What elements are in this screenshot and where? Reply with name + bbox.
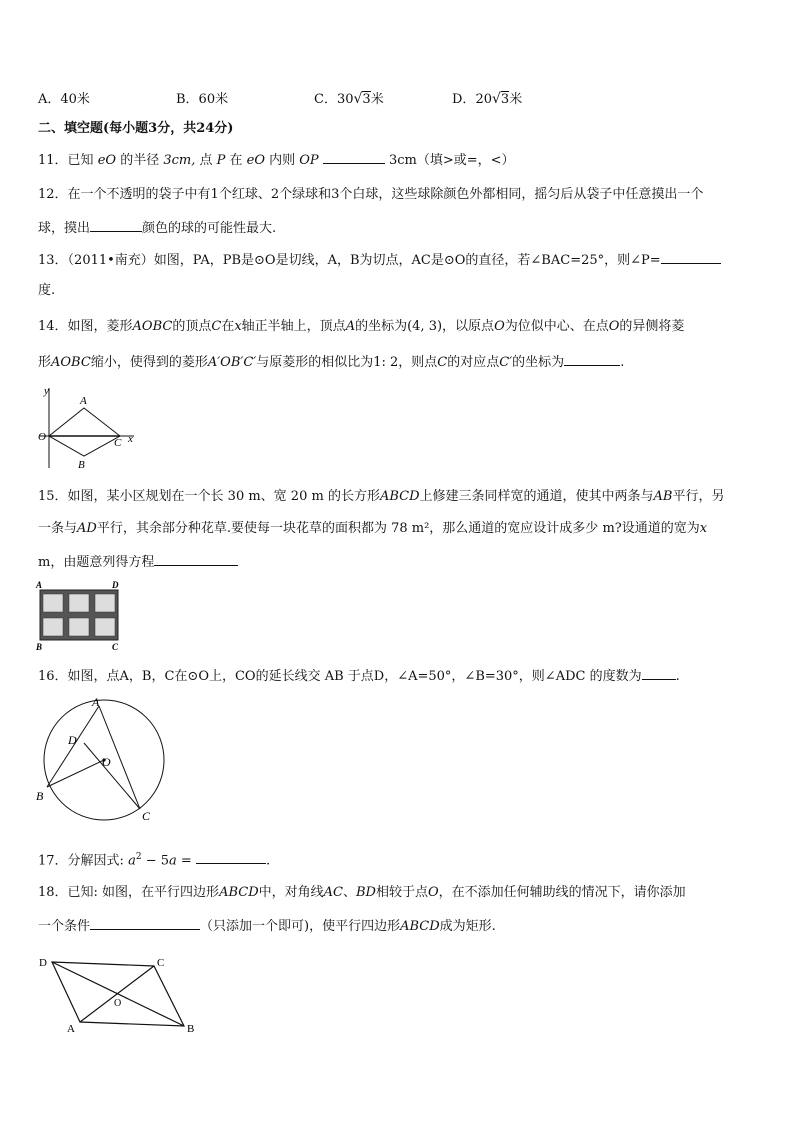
- segment-cd: [84, 743, 140, 809]
- label-o: O: [38, 431, 46, 443]
- diagonal-ac: [80, 966, 154, 1022]
- label-d: D: [112, 580, 119, 590]
- rhombus-aobc: [49, 408, 120, 456]
- label-b: B: [187, 1023, 195, 1035]
- label-c: C: [114, 437, 122, 449]
- label-y: y: [44, 385, 49, 397]
- label-a: A: [36, 580, 43, 590]
- label-d: D: [68, 733, 77, 747]
- answer-blank[interactable]: [90, 916, 200, 930]
- answer-blank[interactable]: [154, 552, 238, 566]
- question-15-line-3: m，由题意列得方程: [38, 552, 764, 572]
- label-c: C: [112, 642, 119, 652]
- question-13-line-2: 度.: [38, 283, 56, 298]
- label-c: C: [157, 957, 165, 969]
- label-b: B: [36, 642, 43, 652]
- answer-blank[interactable]: [323, 150, 385, 164]
- option-b: B．60米: [176, 92, 229, 107]
- question-17: 17．分解因式: $a^2 - 5a$ = .: [38, 852, 271, 869]
- answer-blank[interactable]: [196, 850, 266, 864]
- question-12-line-1: 12．在一个不透明的袋子中有1个红球、2个绿球和3个白球，这些球除颜色外都相同，摇匀后从袋子中任意摸出一个: [38, 187, 704, 202]
- flower-bed: [69, 594, 89, 612]
- label-b: B: [78, 459, 85, 471]
- question-18-line-2: 一个条件 （只添加一个即可)，使平行四边形ABCD成为矩形.: [38, 916, 764, 936]
- section-2-title: 二、填空题(每小题3分，共24分): [38, 121, 234, 136]
- figure-circle: [30, 696, 170, 824]
- radical-sign: √: [491, 91, 501, 107]
- label-c: C: [142, 809, 151, 823]
- label-x: x: [128, 433, 133, 445]
- option-c: C．30√3米: [314, 91, 384, 107]
- answer-blank[interactable]: [661, 250, 721, 264]
- diagonal-bd: [52, 962, 184, 1026]
- label-a: A: [67, 1023, 75, 1035]
- question-11: 11．已知 eO 的半径 3cm, 点 P 在 eO 内则 OP 3cm（填>或=，<）: [38, 150, 764, 170]
- question-13-line-1: 13．（2011•南充）如图，PA，PB是⊙O是切线，A，B为切点，AC是⊙O的直径，若∠BAC=25°，则∠P=: [38, 250, 764, 270]
- answer-blank[interactable]: [564, 352, 620, 366]
- figure-garden: [34, 578, 130, 654]
- label-o: O: [114, 998, 122, 1009]
- question-16: 16．如图，点A，B，C在⊙O上，CO的延长线交 AB 于点D，∠A=50°，∠B=30°，则∠ADC 的度数为 .: [38, 666, 764, 686]
- label-o: O: [102, 755, 111, 769]
- question-12-line-2: 球，摸出 颜色的球的可能性最大.: [38, 218, 764, 238]
- label-d: D: [39, 957, 47, 969]
- question-18-line-1: 18．已知: 如图，在平行四边形ABCD中，对角线AC、BD相较于点O，在不添加任何辅助线的情况下，请你添加: [38, 885, 686, 900]
- flower-bed: [43, 594, 63, 612]
- figure-rhombus: [36, 382, 146, 474]
- flower-bed: [69, 618, 89, 636]
- question-15-line-2: 一条与AD平行，其余部分种花草.要使每一块花草的面积都为 78 m²，那么通道的宽应设计成多少 m?设通道的宽为x: [38, 521, 708, 536]
- flower-bed: [95, 594, 115, 612]
- label-b: B: [36, 789, 44, 803]
- question-14-line-2: 形AOBC缩小，使得到的菱形A′OB′C′与原菱形的相似比为1: 2，则点C的对应点C′的坐标为 .: [38, 352, 764, 372]
- option-d: D．20√3米: [452, 91, 523, 107]
- question-14-line-1: 14．如图，菱形AOBC的顶点C在x轴正半轴上，顶点A的坐标为(4, 3)，以原点O为位似中心、在点O的异侧将菱: [38, 319, 685, 334]
- label-a: A: [92, 696, 100, 709]
- figure-parallelogram: [34, 950, 204, 1040]
- flower-bed: [43, 618, 63, 636]
- option-a: A．40米: [38, 92, 90, 107]
- radical-sign: √: [353, 91, 363, 107]
- question-15-line-1: 15．如图，某小区规划在一个长 30 m、宽 20 m 的长方形ABCD上修建三条同样宽的通道，使其中两条与AB平行，另: [38, 489, 725, 504]
- answer-blank[interactable]: [642, 666, 676, 680]
- flower-bed: [95, 618, 115, 636]
- label-a: A: [80, 395, 87, 407]
- answer-blank[interactable]: [90, 218, 142, 232]
